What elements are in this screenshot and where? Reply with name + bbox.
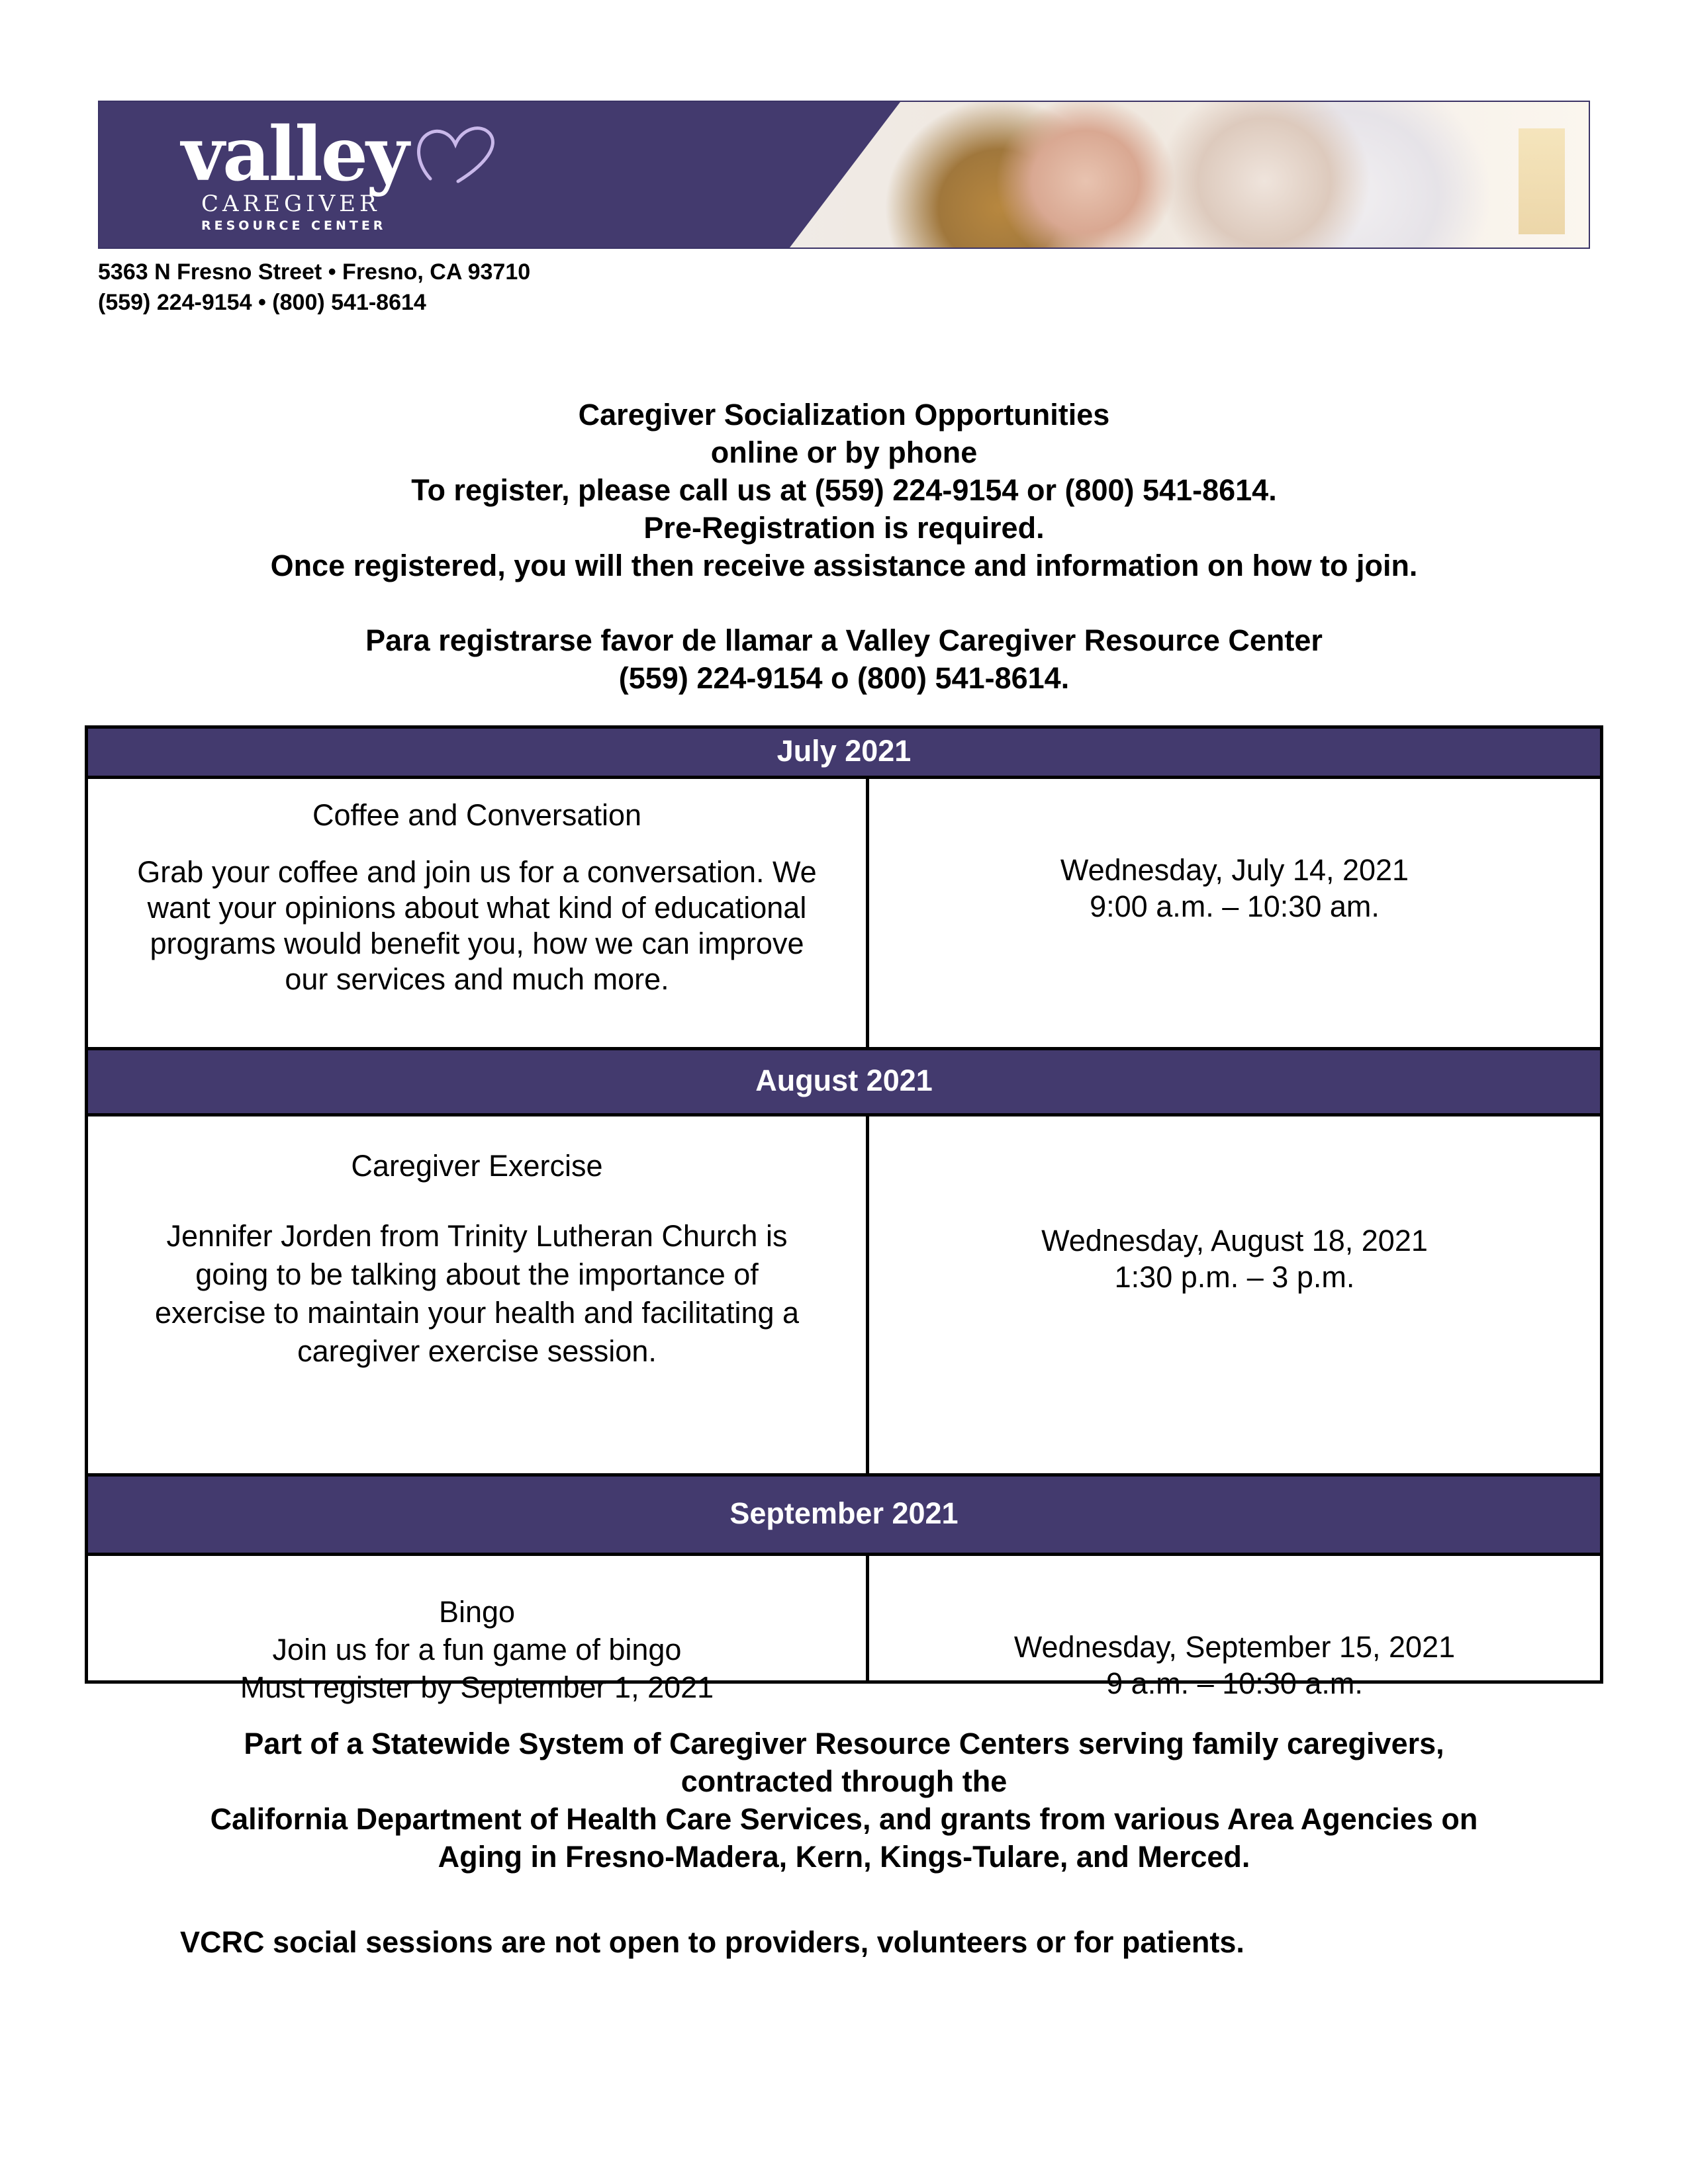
- intro-register-line: To register, please call us at (559) 224-9154 or (800) 541-8614.: [411, 473, 1277, 507]
- event-date: Wednesday, September 15, 2021: [1013, 1630, 1456, 1664]
- intro-assistance-line: Once registered, you will then receive assistance and information on how to join.: [270, 549, 1418, 582]
- heart-icon: [412, 118, 498, 191]
- event-details-cell: [88, 779, 869, 1047]
- month-header: September 2021: [88, 1477, 1600, 1556]
- logo-wordmark: valley: [181, 111, 408, 198]
- event-datetime-cell: [869, 1116, 1600, 1473]
- funding-statement: Part of a Statewide System of Caregiver Resource Centers serving family caregivers, contracted through the California Department of Health Care Services, and grants from various Area Agencies on Aging in Fresno-Madera, Kern, Kings-Tulare, and Merced.: [210, 1727, 1478, 1874]
- event-time: 9 a.m. – 10:30 a.m.: [1106, 1666, 1363, 1700]
- event-description: Grab your coffee and join us for a conversation. We want your opinions about what kind of educational programs would benefit you, how we can improve our services and much more.: [137, 855, 817, 996]
- event-description: Jennifer Jorden from Trinity Lutheran Church is going to be talking about the importance of exercise to maintain your health and facilitating a caregiver exercise session.: [154, 1219, 800, 1368]
- event-date: Wednesday, August 18, 2021: [1041, 1224, 1428, 1257]
- month-header: August 2021: [88, 1050, 1600, 1116]
- event-datetime-cell: [869, 1556, 1600, 1700]
- event-datetime-cell: [869, 779, 1600, 1047]
- event-details-cell: [88, 1556, 869, 1704]
- page-title: Caregiver Socialization Opportunities: [578, 398, 1110, 432]
- registration-info: [0, 396, 1688, 697]
- event-date: Wednesday, July 14, 2021: [1060, 853, 1409, 887]
- valley-caregiver-logo: [181, 111, 526, 244]
- event-time: 1:30 p.m. – 3 p.m.: [1114, 1260, 1355, 1294]
- intro-format-line: online or by phone: [710, 435, 978, 469]
- logo-resource-center-text: RESOURCE CENTER: [201, 218, 387, 233]
- street-address: 5363 N Fresno Street • Fresno, CA 93710: [98, 259, 531, 285]
- spanish-phone-line: (559) 224-9154 o (800) 541-8614.: [618, 661, 1070, 695]
- intro-preregistration-line: Pre-Registration is required.: [643, 511, 1045, 545]
- photo-window-light: [1519, 128, 1565, 234]
- phone-numbers: (559) 224-9154 • (800) 541-8614: [98, 290, 426, 315]
- header-banner: [98, 101, 1590, 249]
- event-title: Caregiver Exercise: [351, 1149, 603, 1183]
- month-header: July 2021: [88, 729, 1600, 779]
- contact-address-block: [98, 257, 530, 318]
- event-details-cell: [88, 1116, 869, 1473]
- event-details: Bingo Join us for a fun game of bingo Must register by September 1, 2021: [88, 1593, 866, 1706]
- caregivers-photo: [788, 102, 1590, 249]
- event-schedule-table: [85, 725, 1603, 1704]
- event-row: [88, 1556, 1600, 1704]
- event-row: [88, 779, 1600, 1050]
- event-time: 9:00 a.m. – 10:30 am.: [1090, 889, 1380, 923]
- eligibility-notice: VCRC social sessions are not open to providers, volunteers or for patients.: [180, 1925, 1244, 1959]
- event-title: Bingo: [438, 1595, 516, 1629]
- logo-caregiver-text: CAREGIVER: [201, 191, 381, 217]
- event-title: Coffee and Conversation: [312, 798, 641, 832]
- event-row: [88, 1116, 1600, 1477]
- spanish-register-line: Para registrarse favor de llamar a Valley Caregiver Resource Center: [365, 623, 1323, 657]
